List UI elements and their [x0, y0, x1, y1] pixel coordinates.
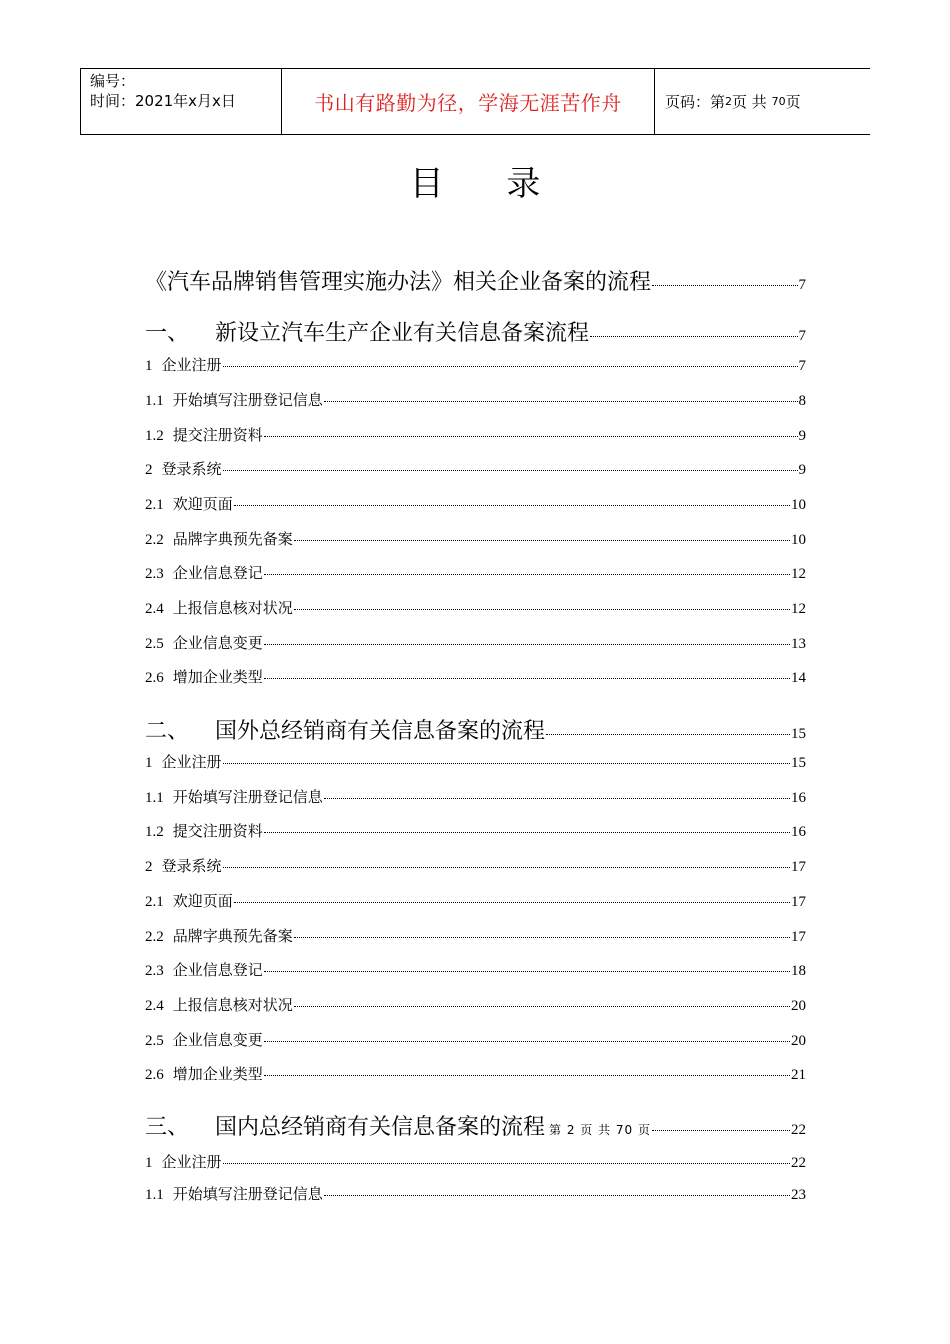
toc-entry-number: 1: [145, 1155, 153, 1171]
toc-entry-text: 开始填写注册登记信息: [172, 788, 323, 806]
toc-entry[interactable]: [145, 528, 806, 549]
toc-entry-label: [145, 632, 263, 653]
toc-entry-page: 9: [798, 428, 806, 444]
dot-leader: [223, 763, 790, 764]
toc-entry-number: 2.2: [145, 532, 164, 548]
toc-entry-page: 23: [791, 1187, 806, 1203]
toc-entry[interactable]: [145, 1063, 806, 1084]
page-mid: 页 共: [732, 93, 767, 111]
header-table: [80, 68, 870, 135]
toc-entry-label: [145, 855, 222, 876]
dot-leader: [294, 937, 790, 938]
toc-entry[interactable]: [145, 666, 806, 687]
dot-leader: [590, 336, 797, 337]
toc-entry-page: 20: [791, 1033, 806, 1049]
toc-entry-number: 1: [145, 755, 153, 771]
toc-entry[interactable]: [145, 786, 806, 807]
toc-entry-label: [145, 890, 233, 911]
toc-entry[interactable]: [145, 389, 806, 410]
page-total: 70: [771, 95, 786, 108]
toc-entry[interactable]: [145, 925, 806, 946]
toc-entry[interactable]: [145, 890, 806, 911]
toc-entry-page: 21: [791, 1067, 806, 1083]
toc-entry-page: 13: [791, 636, 806, 652]
toc-entry-number: 2.6: [145, 670, 164, 686]
toc-entry-page: 22: [791, 1122, 806, 1138]
toc-entry-page: 8: [798, 393, 806, 409]
header-motto: 书山有路勤为径，学海无涯苦作舟: [282, 69, 655, 134]
toc-entry-text: 企业信息变更: [172, 634, 263, 652]
toc-entry-text: 品牌字典预先备案: [172, 530, 293, 548]
toc-entry-number: 二、: [145, 719, 190, 744]
toc-entry-number: 2: [145, 462, 153, 478]
dot-leader: [324, 1195, 790, 1196]
toc-entry-label: [145, 925, 293, 946]
toc-entry-page: 15: [791, 755, 806, 771]
dot-leader: [324, 798, 790, 799]
toc-entry-page: 12: [791, 601, 806, 617]
toc-entry-number: 2.1: [145, 894, 164, 910]
toc-entry[interactable]: [145, 1151, 806, 1172]
toc-entry-page: 7: [798, 328, 806, 344]
dot-leader: [264, 1041, 790, 1042]
toc-entry-label: [145, 751, 222, 772]
dot-leader: [294, 609, 790, 610]
dot-leader: [264, 574, 790, 575]
toc-entry-number: 2.5: [145, 636, 164, 652]
toc-entry-text: 增加企业类型: [172, 668, 263, 686]
toc-entry-text: 上报信息核对状况: [172, 996, 293, 1014]
toc-entry-page: 16: [791, 824, 806, 840]
dot-leader: [264, 436, 798, 437]
toc-entry-label: [145, 714, 545, 745]
toc-entry-page: 17: [791, 859, 806, 875]
dot-leader: [234, 505, 790, 506]
page-prefix: 页码：第: [665, 93, 726, 111]
toc-entry-label: [145, 562, 263, 583]
toc-entry[interactable]: [145, 1029, 806, 1050]
toc-entry-text: 提交注册资料: [172, 822, 263, 840]
toc-entry-label: [145, 424, 263, 445]
toc-entry-page: 20: [791, 998, 806, 1014]
page-current: 2: [725, 95, 733, 108]
toc-entry-page: 17: [791, 929, 806, 945]
toc-entry-text: 登录系统: [161, 857, 222, 875]
toc-entry-number: 2.1: [145, 497, 164, 513]
toc-entry-text: 企业信息登记: [172, 564, 263, 582]
toc-entry[interactable]: [145, 1110, 806, 1141]
toc-entry-text: 上报信息核对状况: [172, 599, 293, 617]
toc-entry-label: [145, 1029, 263, 1050]
dot-leader: [294, 1006, 790, 1007]
toc-entry-text: 登录系统: [161, 460, 222, 478]
toc-entry-number: 2.2: [145, 929, 164, 945]
toc-entry-label: [145, 820, 263, 841]
toc-entry-label: [145, 493, 233, 514]
toc-entry[interactable]: [145, 714, 806, 745]
inline-page-note: 第 2 页 共 70 页: [549, 1123, 652, 1137]
toc-entry-label: [145, 959, 263, 980]
toc-entry-label: [145, 666, 263, 687]
toc-entry-page: 17: [791, 894, 806, 910]
page-suffix: 页: [785, 93, 801, 111]
toc-entry[interactable]: [145, 632, 806, 653]
toc-entry-label: [145, 265, 651, 296]
toc-entry-number: 1.2: [145, 428, 164, 444]
toc-entry-number: 2.6: [145, 1067, 164, 1083]
toc-entry-text: 国内总经销商有关信息备案的流程: [215, 1115, 546, 1140]
toc-entry-page: 10: [791, 497, 806, 513]
header-left-cell: [81, 69, 282, 134]
toc-entry[interactable]: [145, 316, 806, 347]
toc-entry-number: 1.1: [145, 790, 164, 806]
toc-entry-label: [145, 1183, 323, 1204]
toc-entry-label: [145, 1063, 263, 1084]
toc-entry-page: 7: [798, 358, 806, 374]
document-time-label: 时间：2021年x月x日: [90, 92, 236, 110]
dot-leader: [264, 1075, 790, 1076]
toc-entry-page: 15: [791, 726, 806, 742]
toc-entry-text: 企业注册: [161, 1153, 222, 1171]
toc-entry-label: [145, 994, 293, 1015]
toc-entry[interactable]: [145, 354, 806, 375]
toc-entry-page: 12: [791, 566, 806, 582]
toc-entry[interactable]: [145, 424, 806, 445]
dot-leader: [264, 678, 790, 679]
dot-leader: [294, 540, 790, 541]
header-page-info: [655, 69, 870, 134]
toc-entry-text: 欢迎页面: [172, 892, 233, 910]
toc-entry[interactable]: [145, 959, 806, 980]
dot-leader: [223, 1163, 790, 1164]
toc-entry[interactable]: [145, 562, 806, 583]
dot-leader: [223, 366, 798, 367]
toc-entry-text: 开始填写注册登记信息: [172, 1185, 323, 1203]
toc-entry-text: 欢迎页面: [172, 495, 233, 513]
dot-leader: [652, 285, 797, 286]
toc-entry-number: 一、: [145, 321, 190, 346]
page-title: 目 录: [409, 164, 567, 204]
toc-entry[interactable]: [145, 820, 806, 841]
toc-entry-number: 2.4: [145, 601, 164, 617]
toc-entry-number: 2: [145, 859, 153, 875]
toc-entry-page: 9: [798, 462, 806, 478]
toc-entry-number: 2.3: [145, 963, 164, 979]
dot-leader: [546, 734, 790, 735]
toc-entry[interactable]: [145, 855, 806, 876]
toc-entry-text: 企业注册: [161, 753, 222, 771]
toc-entry-text: 《汽车品牌销售管理实施办法》相关企业备案的流程: [145, 270, 652, 295]
dot-leader: [223, 867, 790, 868]
toc-entry-label: [145, 389, 323, 410]
toc-entry-label: [145, 458, 222, 479]
dot-leader: [264, 971, 790, 972]
toc-entry-number: 1: [145, 358, 153, 374]
toc-entry[interactable]: [145, 493, 806, 514]
toc-entry-text: 企业信息登记: [172, 961, 263, 979]
toc-entry-label: [145, 354, 222, 375]
toc-entry-number: 2.5: [145, 1033, 164, 1049]
toc-entry-text: 企业注册: [161, 356, 222, 374]
toc-entry[interactable]: [145, 751, 806, 772]
toc-entry-label: [145, 1110, 651, 1141]
dot-leader: [234, 902, 790, 903]
dot-leader: [223, 470, 798, 471]
toc-entry-page: 7: [798, 277, 806, 293]
toc-entry-page: 14: [791, 670, 806, 686]
toc-entry[interactable]: [145, 1183, 806, 1204]
toc-entry-number: 1.1: [145, 393, 164, 409]
toc-entry[interactable]: [145, 265, 806, 296]
toc-entry-number: 2.3: [145, 566, 164, 582]
toc-entry-page: 18: [791, 963, 806, 979]
document-number-label: 编号：: [90, 72, 136, 90]
toc-entry-label: [145, 528, 293, 549]
toc-entry-number: 1.2: [145, 824, 164, 840]
toc-entry-page: 16: [791, 790, 806, 806]
toc-entry-number: 2.4: [145, 998, 164, 1014]
toc-entry-label: [145, 597, 293, 618]
toc-entry-text: 企业信息变更: [172, 1031, 263, 1049]
toc-entry-label: [145, 1151, 222, 1172]
toc-entry[interactable]: [145, 458, 806, 479]
toc-entry-label: [145, 316, 589, 347]
toc-entry-page: 10: [791, 532, 806, 548]
dot-leader: [264, 644, 790, 645]
toc-entry-number: 1.1: [145, 1187, 164, 1203]
toc-entry[interactable]: [145, 994, 806, 1015]
toc-entry-text: 开始填写注册登记信息: [172, 391, 323, 409]
toc-entry[interactable]: [145, 597, 806, 618]
toc-entry-text: 品牌字典预先备案: [172, 927, 293, 945]
dot-leader: [324, 401, 798, 402]
toc-entry-label: [145, 786, 323, 807]
toc-entry-text: 提交注册资料: [172, 426, 263, 444]
toc-entry-text: 增加企业类型: [172, 1065, 263, 1083]
toc-entry-text: 国外总经销商有关信息备案的流程: [215, 719, 546, 744]
toc-entry-page: 22: [791, 1155, 806, 1171]
toc-entry-number: 三、: [145, 1115, 190, 1140]
dot-leader: [264, 832, 790, 833]
dot-leader: [652, 1130, 790, 1131]
toc-entry-text: 新设立汽车生产企业有关信息备案流程: [215, 321, 590, 346]
